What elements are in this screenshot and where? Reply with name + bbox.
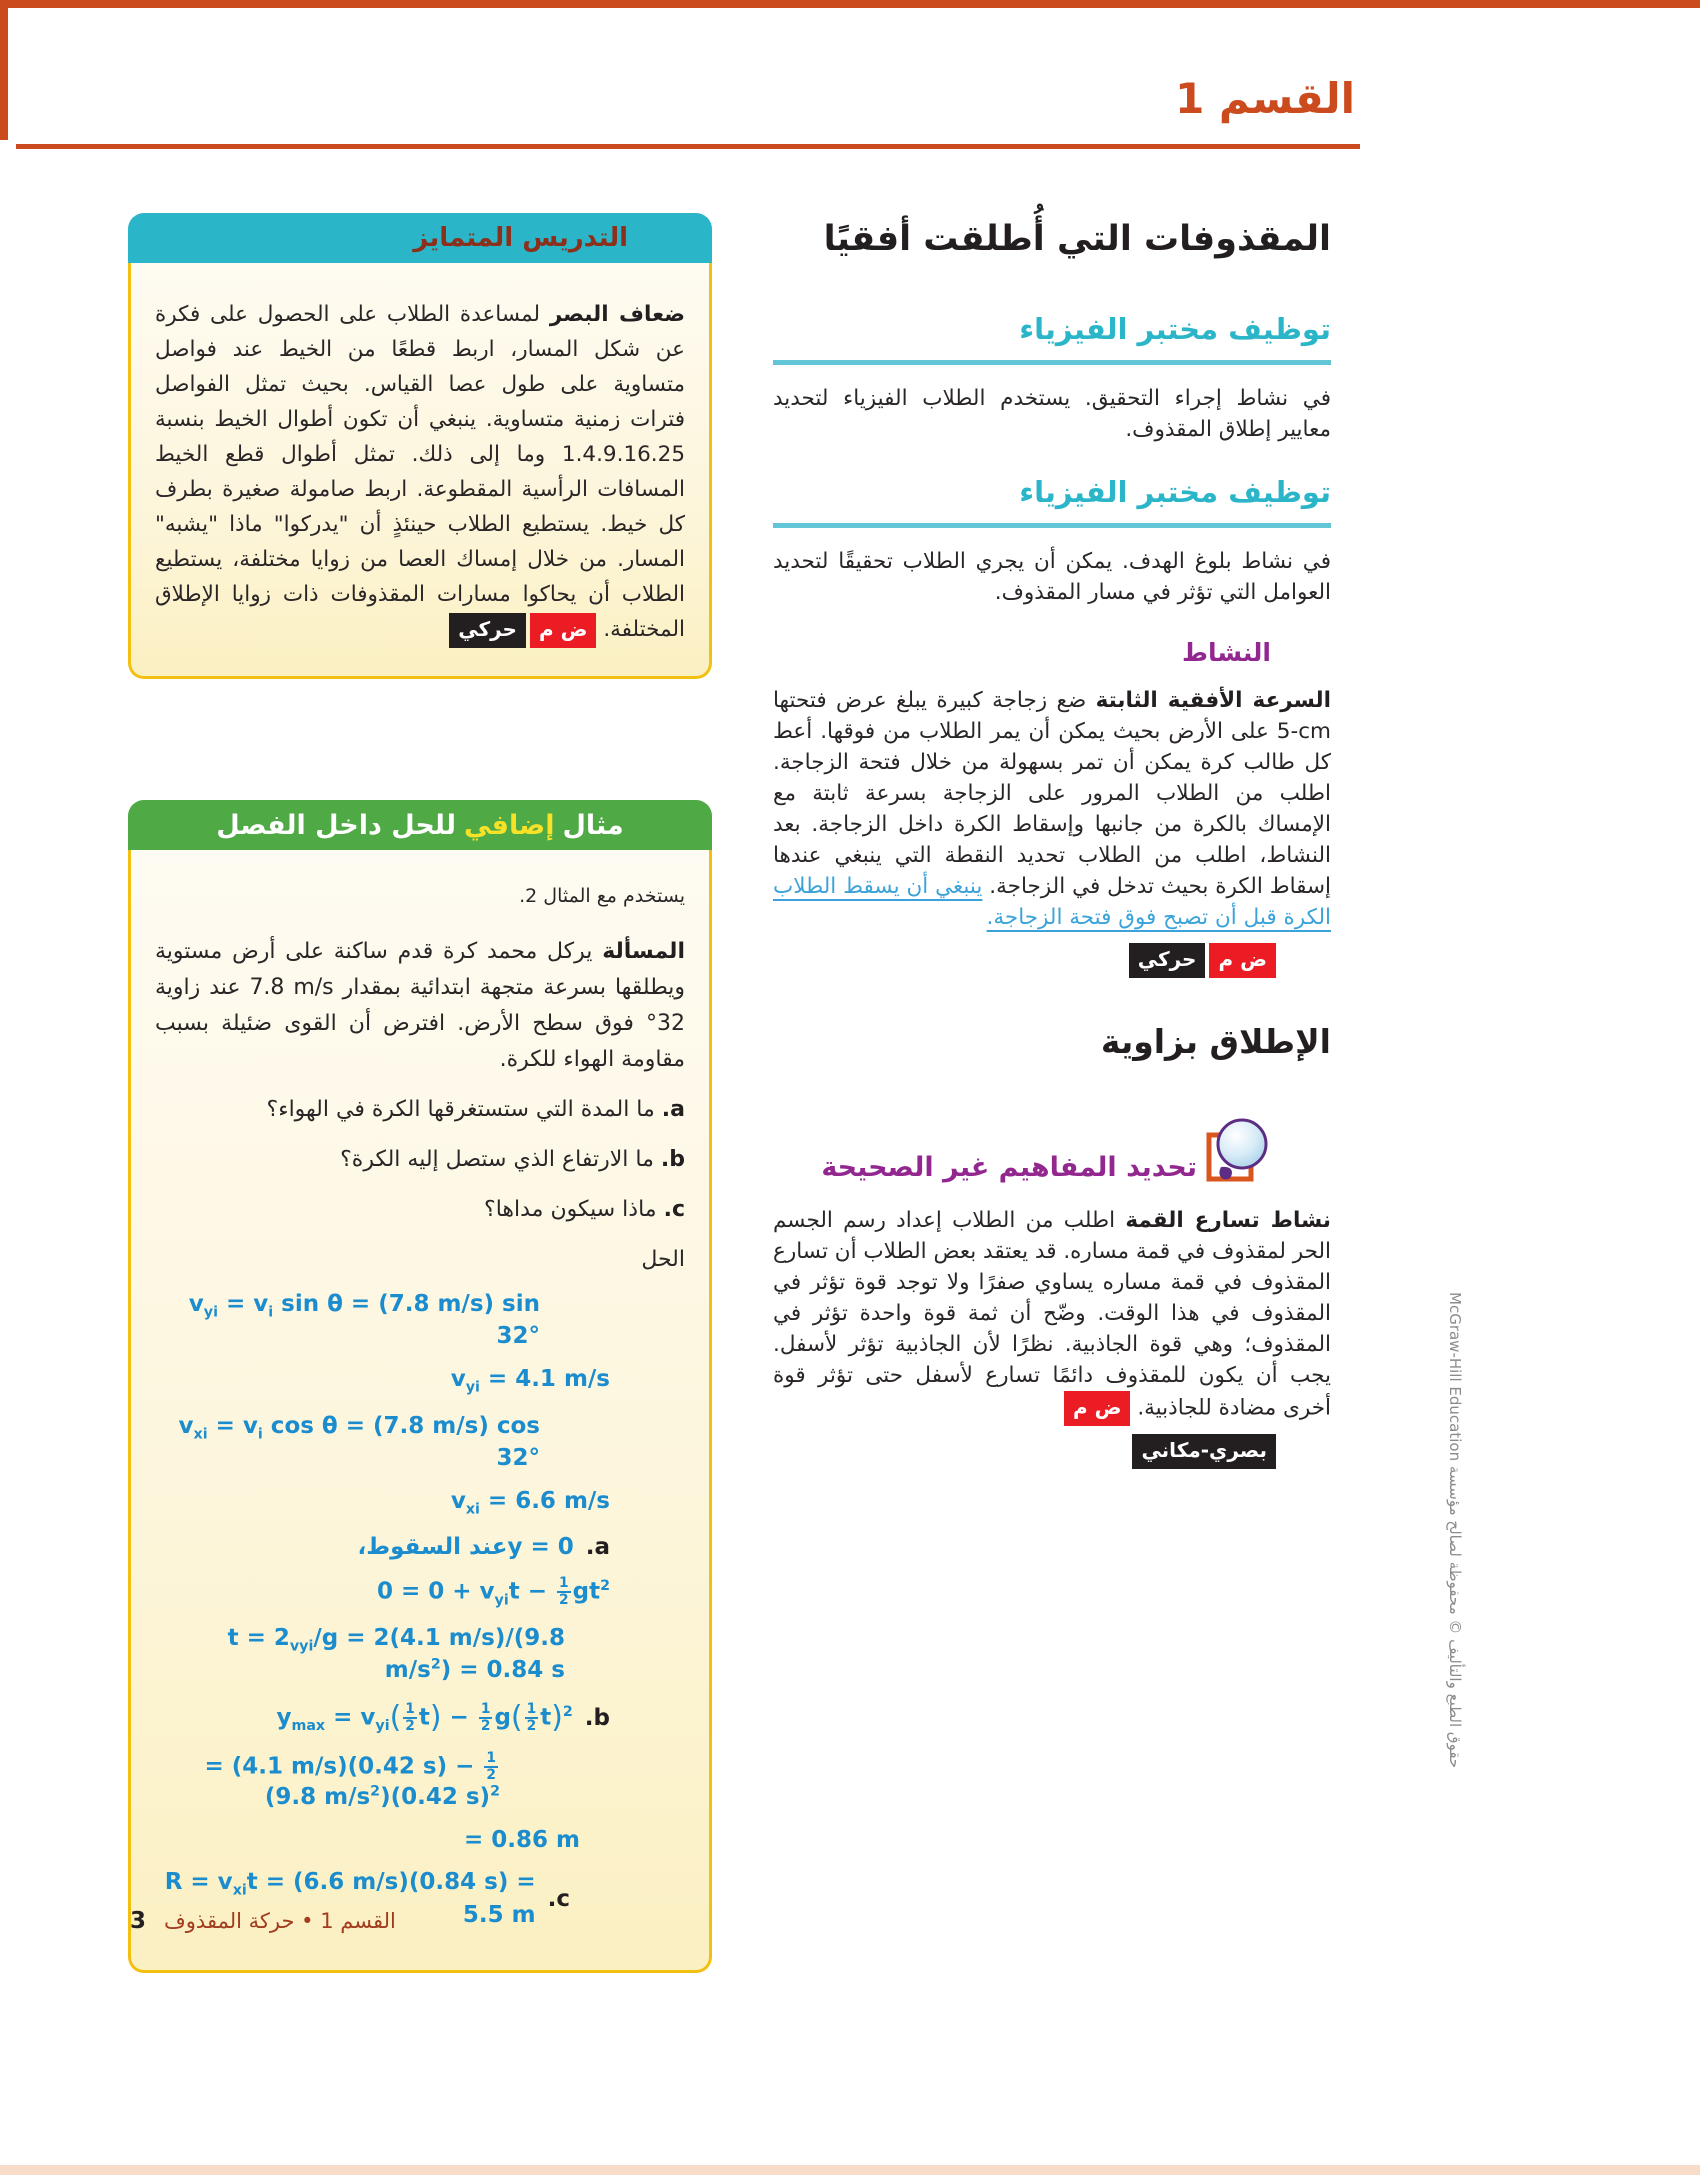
section-physics-lab-1 — [773, 312, 1331, 445]
differentiated-instruction-header: التدريس المتمايز — [128, 213, 712, 263]
physics-lab-body-1: في نشاط إجراء التحقيق. يستخدم الطلاب الفيزياء لتحديد معايير إطلاق المقذوف. — [773, 386, 1331, 442]
visually-impaired-paragraph — [155, 297, 685, 648]
physics-lab-heading-2: توظيف مختبر الفيزياء — [773, 475, 1331, 528]
activity-heading: النشاط — [1182, 638, 1271, 667]
status-badge: بصري-مكاني — [1132, 1434, 1276, 1469]
equation-line: $t = 2_{vyi}/g = 2(4.1$ m/s)/(9.8 $m/s^2) = 0.84$ s — [227, 1625, 565, 1684]
crystal-ball-magnifier-icon — [1205, 1115, 1269, 1187]
equation-line: = 0.86 m — [464, 1826, 580, 1853]
equation-line: = (4.1 m/s)(0.42 s) − $\frac{1}{2}$ (9.8 $m/s^2)(0.42$ s)$^2$ — [204, 1749, 500, 1810]
section-physics-lab-2 — [773, 475, 1331, 608]
equation-line-a: عند السقوط، y = 0 .a — [349, 1534, 610, 1561]
example-usage-note: يستخدم مع المثال 2. — [519, 885, 685, 907]
page-edge-left-band — [0, 0, 8, 140]
additional-example-body — [128, 850, 712, 1973]
misconception-paragraph — [773, 1205, 1331, 1426]
activity-answer: ينبغي أن يسقط الطلاب الكرة قبل أن تصبح فوق فتحة الزجاجة. — [773, 874, 1331, 930]
equation-line: $v_{xi} = v_i$ cos θ = (7.8 m/s) cos 32° — [178, 1412, 540, 1472]
activity-body: ضع زجاجة كبيرة يبلغ عرض فتحتها ‎5-cm‎ على الأرض بحيث يمكن أن يمر الطلاب من فوقها. أعط كل طالب كرة يمكن أن تمر بسهولة من خلال فتحة الزجاجة. اطلب من الطلاب المرور على الزجاجة بسرعة ثابتة مع الإمساك بالكرة من جانبها وإسقاط الكرة داخل الزجاجة. بعد النشاط، اطلب من الطلاب تحديد النقطة التي ينبغي عندها إسقاط الكرة بحيث تدخل في الزجاجة. — [773, 688, 1331, 899]
equation-line: $0 = 0 + v_{yi}t$ − $\frac{1}{2}$ $gt^2$ — [376, 1574, 610, 1609]
misconception-body: اطلب من الطلاب إعداد رسم الجسم الحر لمقذوف في قمة مساره. قد يعتقد بعض الطلاب أن تسارع المقذوف في قمة مساره يساوي صفرًا ولا توجد قوة تؤثر في المقذوف في هذا الوقت. وضّح أن ثمة قوة واحدة تؤثر في المقذوف؛ وهي قوة الجاذبية. نظرًا لأن الجاذبية تؤثر لأسفل. يجب أن يكون للمقذوف دائمًا تسارع لأسفل حتى تؤثر قوة أخرى مضادة للجاذبية. — [773, 1208, 1331, 1421]
physics-lab-heading-1: توظيف مختبر الفيزياء — [773, 312, 1331, 365]
section-header-rule — [16, 144, 1360, 149]
differentiated-instruction-box — [128, 213, 712, 679]
solution-equations — [155, 1290, 610, 1930]
question-item-a: a. ما المدة التي ستستغرقها الكرة في الهواء؟ — [266, 1097, 685, 1122]
differentiated-instruction-body — [128, 263, 712, 679]
section-label: القسم 1 — [1175, 74, 1355, 123]
misconception-badge-line — [773, 1434, 1276, 1469]
main-column — [773, 200, 1331, 1469]
page-number: 3 — [130, 1908, 147, 1934]
additional-example-box — [128, 800, 712, 1973]
physics-lab-body-2: في نشاط بلوغ الهدف. يمكن أن يجري الطلاب تحقيقًا لتحديد العوامل التي تؤثر في مسار المقذوف. — [773, 549, 1331, 605]
equation-line: $v_{yi} = v_i$ sin θ = (7.8 m/s) sin 32° — [188, 1291, 540, 1350]
misconception-header — [773, 1115, 1269, 1187]
example-header-part: مثال — [562, 809, 624, 841]
activity-paragraph — [773, 685, 1331, 933]
example-header-highlight: إضافي — [463, 809, 555, 841]
footer-breadcrumb: القسم 1 • حركة المقذوف — [164, 1909, 396, 1933]
equation-line: $v_{yi} = 4.1$ m/s — [450, 1366, 610, 1396]
launch-angle-heading: الإطلاق بزاوية — [1100, 1022, 1331, 1061]
status-badge: ض م — [1064, 1391, 1131, 1426]
status-badge: حركي — [1129, 943, 1206, 978]
equation-line-c: $R = v_{xi}t = (6.6$ m/s)(0.84 s) = 5.5 m .c — [164, 1869, 570, 1928]
visually-impaired-lead: ضعاف البصر — [549, 302, 685, 327]
question-item-b: b. ما الارتفاع الذي ستصل إليه الكرة؟ — [340, 1147, 685, 1172]
problem-paragraph — [155, 934, 685, 1078]
problem-lead: المسألة — [602, 939, 685, 964]
page-title: المقذوفات التي أُطلقت أفقيًا — [823, 219, 1331, 259]
page-edge-bottom-band — [0, 2165, 1700, 2175]
question-item-c: c. ماذا سيكون مداها؟ — [484, 1197, 685, 1222]
activity-badges — [773, 943, 1276, 978]
misconception-lead: نشاط تسارع القمة — [1125, 1208, 1331, 1233]
status-badge: ض م — [1209, 943, 1276, 978]
additional-example-header — [128, 800, 712, 850]
page-edge-top-band — [0, 0, 1700, 8]
equation-line: $v_{xi} = 6.6$ m/s — [450, 1487, 610, 1518]
activity-lead: السرعة الأفقية الثابتة — [1095, 688, 1331, 713]
status-badge: حركي — [449, 613, 526, 648]
visually-impaired-body: لمساعدة الطلاب على الحصول على فكرة عن شكل المسار، اربط قطعًا من الخيط عند فواصل متساوية على طول عصا القياس. بحيث تمثل الفواصل فترات زمنية متساوية. ينبغي أن تكون أطوال الخيط بنسبة ‎1.4.9.16.25‎ وما إلى ذلك. تمثل أطوال قطع الخيط المسافات الرأسية المقطوعة. اربط صامولة صغيرة بطرف كل خيط. يستطيع الطلاب حينئذٍ أن "يدركوا" ماذا "يشبه" المسار. من خلال إمساك العصا من زوايا مختلفة، يستطيع الطلاب أن يحاكوا مسارات المقذوفات ذات زوايا الإطلاق المختلفة. — [155, 302, 685, 642]
status-badge: ض م — [530, 613, 597, 648]
problem-body: يركل محمد كرة قدم ساكنة على أرض مستوية ويطلقها بسرعة متجهة ابتدائية بمقدار ‎7.8 m/s‎ عند زاوية ‎°32‎ فوق سطح الأرض. افترض أن القوى ضئيلة بسبب مقاومة الهواء للكرة. — [155, 939, 686, 1072]
example-header-part: للحل داخل الفصل — [216, 809, 456, 841]
copyright-vertical-text: حقوق الطبع والتأليف © محفوظة لصالح مؤسسة McGraw-Hill Education — [1446, 1292, 1464, 1769]
equation-line-b: $y_{max} = v_{yi}$( $\frac{1}{2}$ t) − $\frac{1}{2}$ g( $\frac{1}{2}$ t)$^2$ .b — [276, 1700, 610, 1736]
page-footer — [130, 1908, 396, 1934]
misconception-heading: تحديد المفاهيم غير الصحيحة — [821, 1152, 1197, 1183]
solution-label: الحل — [641, 1247, 685, 1272]
